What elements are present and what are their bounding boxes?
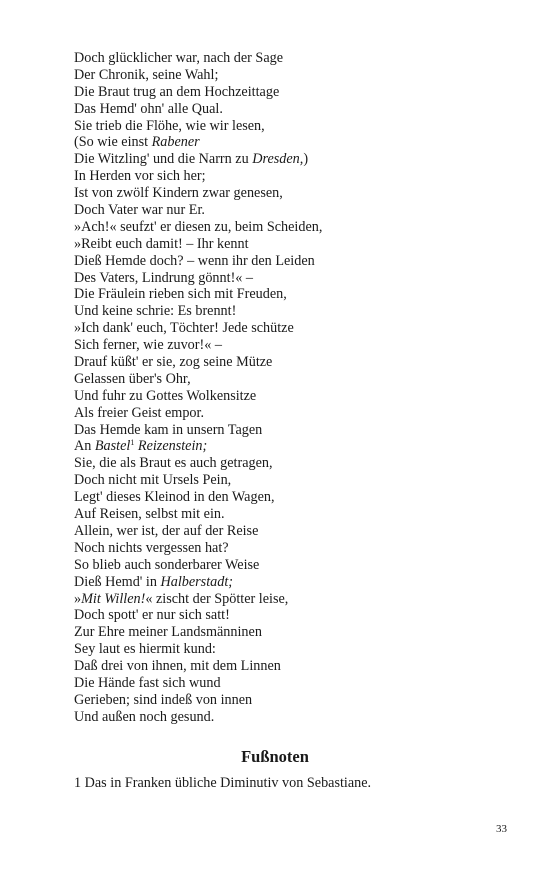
poem-line: [74, 405, 514, 422]
poem-line-segment: Dresden,: [252, 151, 304, 168]
poem-line: [74, 371, 514, 388]
poem-line-segment: Die Witzling' und die Narrn zu: [74, 151, 253, 168]
poem-line-segment: Noch nichts vergessen hat?: [74, 539, 229, 556]
poem-line-segment: Gerieben; sind indeß von innen: [74, 691, 253, 708]
poem-line-segment: Das Hemde kam in unsern Tagen: [74, 421, 263, 438]
poem-line-segment: Die Braut trug an dem Hochzeittage: [74, 83, 280, 100]
poem-line-segment: An: [74, 438, 95, 455]
footnote-marker: 1: [130, 438, 135, 448]
poem-line-segment: Halberstadt;: [160, 573, 233, 590]
poem-line: [74, 422, 514, 439]
poem-line: [74, 337, 514, 354]
poem-line-segment: »Ach!« seufzt' er diesen zu, beim Scheiden,: [74, 218, 323, 235]
poem-text: [74, 50, 514, 726]
poem-line-segment: Legt' dieses Kleinod in den Wagen,: [74, 489, 275, 506]
poem-line: [74, 489, 514, 506]
poem-line-segment: Doch glücklicher war, nach der Sage: [74, 50, 284, 66]
poem-line: [74, 185, 514, 202]
poem-line-segment: Bastel: [94, 438, 131, 455]
poem-line-segment: Allein, wer ist, der auf der Reise: [74, 522, 259, 539]
poem-line: [74, 84, 514, 101]
poem-line-segment: Gelassen über's Ohr,: [74, 370, 191, 387]
poem-line-segment: »: [74, 590, 82, 607]
poem-line: [74, 438, 514, 455]
poem-line: [74, 472, 514, 489]
poem-line-segment: Sey laut es hiermit kund:: [74, 641, 216, 658]
poem-line: [74, 270, 514, 287]
poem-line-segment: Zur Ehre meiner Landsmänninen: [74, 624, 262, 641]
poem-line-segment: Dieß Hemde doch? – wenn ihr den Leiden: [74, 252, 315, 269]
poem-line-segment: Und außen noch gesund.: [74, 708, 215, 725]
poem-line: [74, 591, 514, 608]
poem-line-segment: So blieb auch sonderbarer Weise: [74, 556, 260, 573]
poem-line-segment: Das Hemd' ohn' alle Qual.: [74, 100, 223, 117]
poem-line: [74, 658, 514, 675]
poem-line: [74, 236, 514, 253]
poem-line: [74, 354, 514, 371]
poem-line: [74, 219, 514, 236]
poem-line: [74, 168, 514, 185]
poem-line: [74, 286, 514, 303]
poem-line-segment: Drauf küßt' er sie, zog seine Mütze: [74, 354, 273, 371]
poem-line: [74, 574, 514, 591]
poem-line: [74, 253, 514, 270]
poem-line-segment: Dieß Hemd' in: [74, 573, 161, 590]
poem-line: [74, 320, 514, 337]
poem-line: [74, 607, 514, 624]
poem-line: [74, 134, 514, 151]
footnote-1: 1 Das in Franken übliche Diminutiv von Sebastiane.: [74, 775, 372, 791]
poem-line: [74, 151, 514, 168]
poem-line-segment: Rabener: [151, 134, 200, 151]
poem-line-segment: »Ich dank' euch, Töchter! Jede schütze: [74, 320, 294, 337]
poem-line-segment: Sie, die als Braut es auch getragen,: [74, 455, 273, 472]
poem-line-segment: Die Fräulein rieben sich mit Freuden,: [74, 286, 287, 303]
poem-line-segment: Des Vaters, Lindrung gönnt!« –: [74, 269, 254, 286]
poem-line-segment: « zischt der Spötter leise,: [145, 590, 289, 607]
poem-line: [74, 641, 514, 658]
poem-line-segment: »Reibt euch damit! – Ihr kennt: [74, 235, 249, 252]
poem-line-segment: (So wie einst: [74, 134, 152, 151]
poem-line: [74, 67, 514, 84]
poem-line-segment: Und keine schrie: Es brennt!: [74, 303, 237, 320]
poem-line: [74, 523, 514, 540]
poem-line-segment: Ist von zwölf Kindern zwar genesen,: [74, 185, 283, 202]
poem-line: [74, 118, 514, 135]
poem-line: [74, 455, 514, 472]
poem-line: [74, 506, 514, 523]
poem-line: [74, 709, 514, 726]
poem-line: [74, 624, 514, 641]
poem-line-segment: Sich ferner, wie zuvor!« –: [74, 337, 222, 354]
poem-line: [74, 202, 514, 219]
page-number: 33: [496, 823, 507, 835]
poem-line: [74, 388, 514, 405]
poem-line: [74, 101, 514, 118]
poem-line-segment: Sie trieb die Flöhe, wie wir lesen,: [74, 117, 265, 134]
footnotes-heading: Fußnoten: [241, 747, 309, 766]
poem-line: [74, 557, 514, 574]
poem-line-segment: ): [303, 151, 309, 168]
poem-line-segment: Als freier Geist empor.: [74, 404, 205, 421]
poem-line: [74, 692, 514, 709]
poem-line: [74, 303, 514, 320]
poem-line-segment: Doch Vater war nur Er.: [74, 202, 205, 219]
poem-line-segment: Reizenstein;: [134, 438, 208, 455]
poem-line-segment: Die Hände fast sich wund: [74, 674, 221, 691]
poem-line-segment: Doch spott' er nur sich satt!: [74, 607, 230, 624]
poem-line-segment: Daß drei von ihnen, mit dem Linnen: [74, 658, 281, 675]
poem-line-segment: Mit Willen!: [81, 590, 146, 607]
poem-line-segment: Und fuhr zu Gottes Wolkensitze: [74, 387, 257, 404]
poem-line-segment: Auf Reisen, selbst mit ein.: [74, 506, 225, 523]
poem-line: [74, 540, 514, 557]
poem-line-segment: Doch nicht mit Ursels Pein,: [74, 472, 232, 489]
poem-line: [74, 675, 514, 692]
poem-line: [74, 50, 514, 67]
poem-line-segment: In Herden vor sich her;: [74, 168, 206, 185]
poem-line-segment: Der Chronik, seine Wahl;: [74, 66, 219, 83]
